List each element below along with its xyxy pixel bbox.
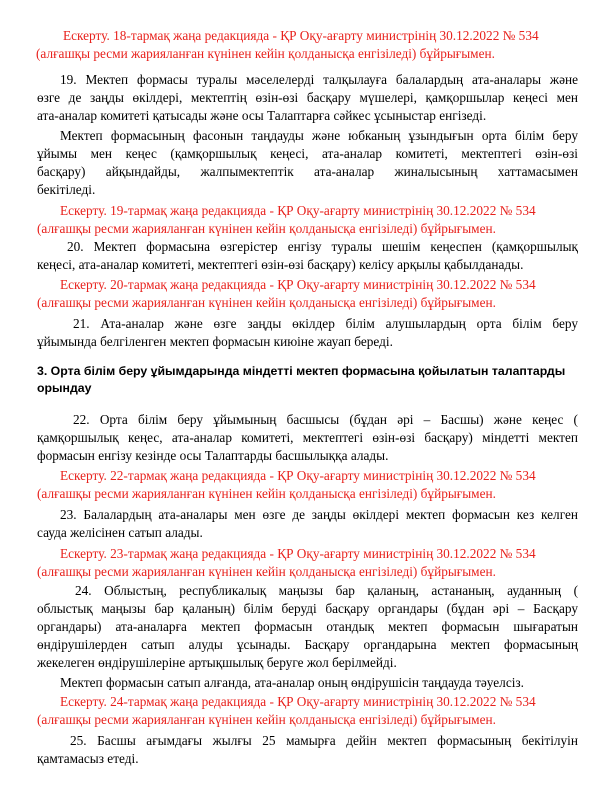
note-line: (алғашқы ресми жарияланған күнінен кейін қолданысқа енгізіледі) бұйрығымен. [37, 564, 496, 579]
note-line: Ескерту. 20-тармақ жаңа редакцияда - ҚР Оқу-ағарту министрінің 30.12.2022 № 534 [60, 277, 536, 292]
note-line: (алғашқы ресми жарияланған күнінен кейін қолданысқа енгізіледі) бұйрығымен. [37, 221, 496, 236]
paragraph-line: жекелеген өндірушілеріне артықшылық беруге жол берілмейді. [37, 655, 397, 670]
paragraph-line: бекітіледі. [37, 182, 96, 197]
paragraph-line: қамтамасыз етеді. [37, 751, 139, 766]
paragraph-line: қамқоршылық кеңес, ата-аналар комитеті, мектептегі өзін-өзі басқару) міндетті мектеп [37, 430, 578, 445]
paragraph-line: сауда желісінен сатып алады. [37, 525, 203, 540]
paragraph-line: 25. Басшы ағымдағы жылғы 25 мамырға дейін мектеп формасының бекітілуін [70, 733, 578, 748]
note-line: Ескерту. 22-тармақ жаңа редакцияда - ҚР Оқу-ағарту министрінің 30.12.2022 № 534 [60, 468, 536, 483]
section-heading: 3. Орта білім беру ұйымдарында міндетті мектеп формасына қойылатын талаптарды [37, 364, 566, 378]
note-line: (алғашқы ресми жарияланған күнінен кейін қолданысқа енгізіледі) бұйрығымен. [37, 712, 496, 727]
paragraph-line: Мектеп формасының фасонын таңдауды және юбканың ұзындығын орта білім беру [60, 128, 578, 143]
note-line: (алғашқы ресми жарияланған күнінен кейін қолданысқа енгізіледі) бұйрығымен. [37, 486, 496, 501]
paragraph-line: 22. Орта білім беру ұйымының басшысы (бұдан әрі – Басшы) және кеңес ( [73, 412, 578, 427]
paragraph-line: ата-аналар комитеті қатысады және осы Талаптарға сәйкес ұсыныстар енгізеді. [37, 108, 487, 123]
section-heading: орындау [37, 381, 92, 395]
note-line: Ескерту. 23-тармақ жаңа редакцияда - ҚР Оқу-ағарту министрінің 30.12.2022 № 534 [60, 546, 536, 561]
paragraph-line: өндірушілерден сатып алуды ұсынады. Басқару органдарына мектеп формасының [37, 637, 578, 652]
paragraph-line: 23. Балалардың ата-аналары мен өзге де заңды өкілдері мектеп формасын кез келген [60, 507, 578, 522]
paragraph-line: 21. Ата-аналар және өзге заңды өкілдер білім алушылардың орта білім беру [73, 316, 578, 331]
paragraph-line: кеңесі, ата-аналар комитеті, мектептегі өзін-өзі басқару) келісу арқылы қабылданады. [37, 257, 524, 272]
paragraph-line: 19. Мектеп формасы туралы мәселелерді талқылауға балалардың ата-аналары және [60, 72, 578, 87]
paragraph-line: облыстық маңызы бар қаланың) білім беруді басқару органдары (бұдан әрі – Басқару [37, 601, 578, 616]
paragraph-line: өзге де заңды өкілдері, мектептің өзін-өзі басқару мүшелері, қамқоршылар кеңесі мен [37, 90, 578, 105]
note-line: (алғашқы ресми жарияланған күнінен кейін қолданысқа енгізіледі) бұйрығымен. [36, 46, 495, 61]
note-line: Ескерту. 18-тармақ жаңа редакцияда - ҚР Оқу-ағарту министрінің 30.12.2022 № 534 [63, 28, 539, 43]
paragraph-line: формасын енгізу кезінде осы Талаптарды басшылыққа алады. [37, 448, 389, 463]
paragraph-line: органдары) ата-аналарға мектеп формасын отандық мектеп формасын шығаратын [37, 619, 578, 634]
paragraph-line: Мектеп формасын сатып алғанда, ата-аналар оның өндірушісін таңдауда тәуелсіз. [60, 675, 524, 690]
paragraph-line: 20. Мектеп формасына өзгерістер енгізу туралы шешім кеңеспен (қамқоршылық [67, 239, 578, 254]
paragraph-line: 24. Облыстың, республикалық маңызы бар қаланың, астананың, ауданның ( [75, 583, 578, 598]
note-line: Ескерту. 24-тармақ жаңа редакцияда - ҚР Оқу-ағарту министрінің 30.12.2022 № 534 [60, 694, 536, 709]
paragraph-line: ұйымында белгіленген мектеп формасын киюіне жауап береді. [37, 334, 393, 349]
note-line: (алғашқы ресми жарияланған күнінен кейін қолданысқа енгізіледі) бұйрығымен. [37, 295, 496, 310]
note-line: Ескерту. 19-тармақ жаңа редакцияда - ҚР Оқу-ағарту министрінің 30.12.2022 № 534 [60, 203, 536, 218]
paragraph-line: басқару) айқындайды, жалпымектептік ата-аналар жиналысының хаттамасымен [37, 164, 578, 179]
paragraph-line: ұйымы мен кеңес (қамқоршылық кеңесі, ата-аналар комитеті, мектептегі өзін-өзі [37, 146, 578, 161]
